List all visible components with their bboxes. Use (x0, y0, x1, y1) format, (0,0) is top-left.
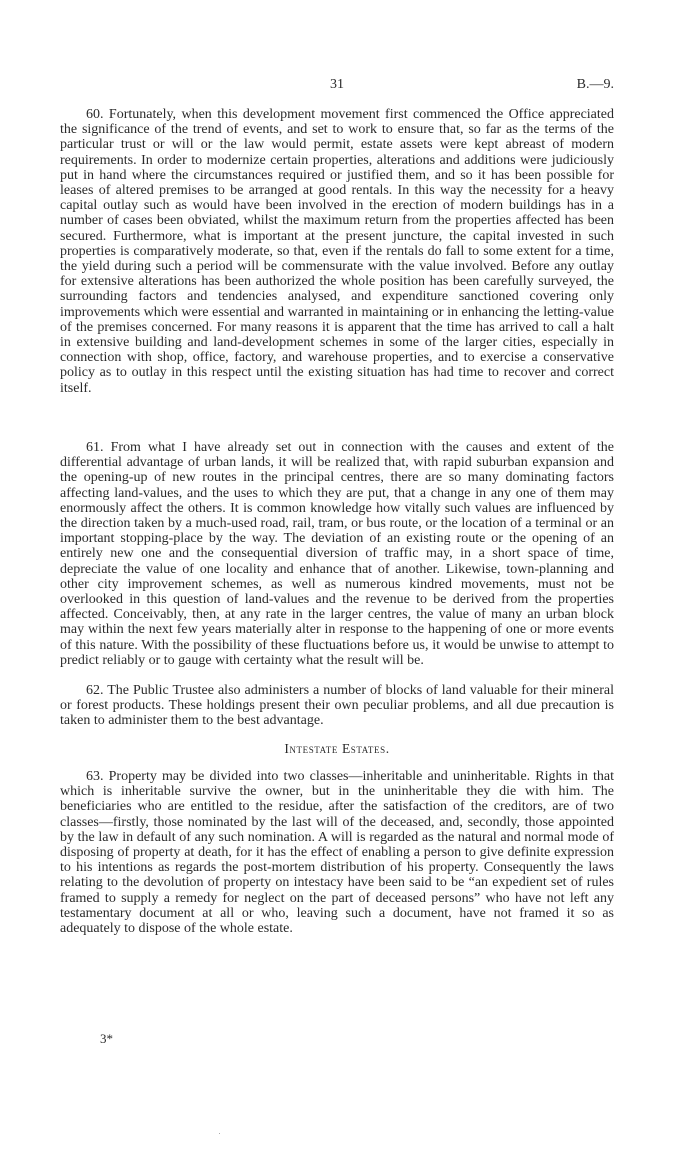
page-number: 31 (330, 77, 344, 92)
paragraph-60-text: 60. Fortunately, when this development movement first commenced the Office appreciated the significance of the trend of events, and set to work to ensure that, so far as the terms of the particular trust or will or the law would permit, estate assets were kept abreast of modern requirements. In order to modernize certain properties, alterations and additions were judiciously put in hand where the circumstances required or justified them, and so it has been possible for leases of altered premises to be arranged at good rentals. In this way the necessity for a heavy capital outlay such as would have been involved in the erection of modern buildings has in a number of cases been obviated, whilst the maximum return from the properties affected has been secured. Furthermore, what is important at the present juncture, the capital invested in such properties is comparatively moderate, so that, even if the rentals do fall to some extent for a time, the yield during such a period will be commensurate with the value involved. Before any outlay for extensive alterations has been authorized the whole position has been carefully surveyed, the surrounding factors and tendencies analysed, and expenditure sanctioned covering only improvements which were essential and warranted in maintaining or in enhancing the letting-value of the premises concerned. For many reasons it is apparent that the time has arrived to call a halt in extensive building and land-development schemes in some of the larger cities, especially in connection with shop, office, factory, and warehouse properties, and to exercise a conservative policy as to outlay in this respect until the existing situation has had time to recover and correct itself. (60, 107, 614, 396)
paragraph-61 (60, 440, 614, 668)
page-header (60, 77, 614, 97)
paragraph-60 (60, 107, 614, 396)
paragraph-63-text: 63. Property may be divided into two classes—inheritable and uninheritable. Rights in that which is inheritable survive the owner, but in the uninheritable they die with him. The beneficiaries who are entitled to the residue, after the satisfaction of the creditors, are of two classes—firstly, those nominated by the last will of the deceased, and, secondly, those appointed by the law in default of any such nomination. A will is regarded as the natural and normal mode of disposing of property at death, for it has the effect of enabling a person to give definite expression to his intentions as regards the post-mortem distribution of his property. Consequently the laws relating to the devolution of property on intestacy have been said to be “an expedient set of rules framed to supply a remedy for neglect on the part of deceased persons” who have not left any testamentary document at all or who, leaving such a document, have not framed it so as adequately to dispose of the whole estate. (60, 769, 614, 937)
section-heading: Intestate Estates. (284, 741, 390, 756)
paragraph-62 (60, 683, 614, 729)
signature-mark: 3* (100, 1031, 113, 1046)
document-reference: B.—9. (576, 77, 614, 92)
paragraph-62-text: 62. The Public Trustee also administers a number of blocks of land valuable for their mineral or forest products. These holdings present their own peculiar problems, and all due precaution is taken to administer them to the best advantage. (60, 683, 614, 729)
page-speck (219, 1133, 220, 1134)
paragraph-63 (60, 769, 614, 936)
paragraph-61-text: 61. From what I have already set out in connection with the causes and extent of the differential advantage of urban lands, it will be realized that, with rapid suburban expansion and the opening-up of new routes in the principal centres, there are so many dominating factors affecting land-values, and the uses to which they are put, that a change in any one of them may enormously affect the others. It is common knowledge how vitally such values are influenced by the direction taken by a much-used road, rail, tram, or bus route, or the location of a terminal or an important stopping-place by the way. The deviation of an existing route or the opening of an entirely new one and the consequential diversion of traffic may, in a short space of time, depreciate the value of one locality and enhance that of another. Likewise, town-planning and other city improvement schemes, as well as numerous kindred movements, must not be overlooked in this question of land-values and the revenue to be derived from the properties affected. Conceivably, then, at any rate in the larger centres, the value of many an urban block may within the next few years materially alter in response to the happening of one or more events of this nature. With the possibility of these fluctuations before us, it would be unwise to attempt to predict reliably or to gauge with certainty what the result will be. (60, 440, 614, 668)
